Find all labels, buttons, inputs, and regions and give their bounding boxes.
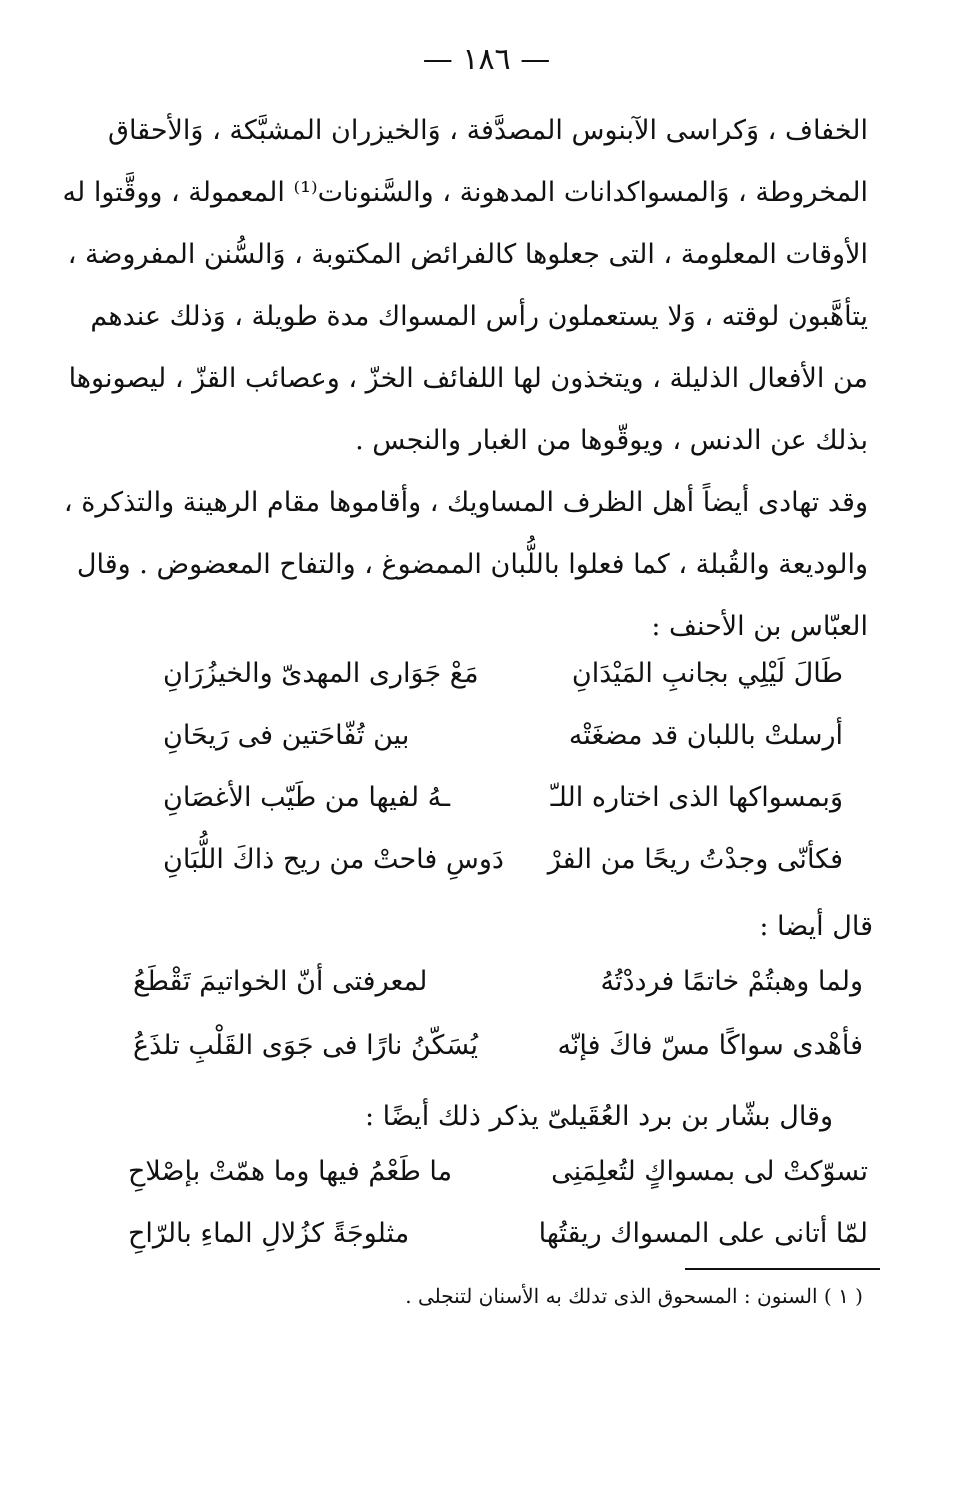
text-line: الأوقات المعلومة ، التى جعلوها كالفرائض المكتوبة ، وَالسُّنن المفروضة ، <box>67 239 868 270</box>
verse-first-hemistich: فكأنّى وجدْتُ ريحًا من الفرْ <box>547 844 843 875</box>
text-line: بذلك عن الدنس ، ويوقّوها من الغبار والنجس . <box>355 425 868 456</box>
verse-line <box>128 1218 868 1249</box>
text-line: يتأهَّبون لوقته ، وَلا يستعملون رأس المسواك مدة طويلة ، وَذلك عندهم <box>90 301 868 332</box>
verse-second-hemistich: مثلوجَةً كزُلالِ الماءِ بالرّاحِ <box>128 1218 410 1249</box>
verse-second-hemistich: بين تُفّاحَتين فى رَيحَانِ <box>163 720 410 751</box>
verse-line <box>163 658 843 689</box>
verse-second-hemistich: ما طَعْمُ فيها وما همّتْ بإصْلاحِ <box>128 1156 453 1187</box>
verse-line <box>128 1156 868 1187</box>
verse-second-hemistich: لمعرفتى أنّ الخواتيمَ تَقْطَعُ <box>133 966 428 997</box>
paragraph-1 <box>62 100 868 472</box>
verse-second-hemistich: دَوسِ فاحتْ من ريح ذاكَ اللُّبَانِ <box>163 844 504 875</box>
verse-line <box>163 782 843 813</box>
footnote-rule <box>685 1268 880 1270</box>
verse-second-hemistich: مَعْ جَوَارى المهدىّ والخيزُرَانِ <box>163 658 479 689</box>
verse-line <box>133 1030 863 1061</box>
text-line: وقد تهادى أيضاً أهل الظرف المساويك ، وأقاموها مقام الرهينة والتذكرة ، <box>63 487 868 518</box>
verse-first-hemistich: أرسلتْ باللبان قد مضغَتْه <box>568 720 843 751</box>
verse-first-hemistich: تسوّكتْ لى بمسواكٍ لتُعلِمَنِى <box>551 1156 868 1187</box>
footnote: ( ١ ) السنون : المسحوق الذى تدلك به الأسنان لتنجلى . <box>405 1284 863 1308</box>
text-line: والوديعة والقُبلة ، كما فعلوا باللُّبان الممضوغ ، والتفاح المعضوض . وقال <box>76 549 868 580</box>
text-line: من الأفعال الذليلة ، ويتخذون لها اللفائف الخزّ ، وعصائب القزّ ، ليصونوها <box>68 363 868 394</box>
verse-first-hemistich: طَالَ لَيْلِي بجانبِ المَيْدَانِ <box>571 658 843 689</box>
verse-second-hemistich: ـهُ لفيها من طَيّب الأغصَانِ <box>163 782 451 813</box>
page-number: — ١٨٦ — <box>422 42 551 77</box>
verse-first-hemistich: وَبمسواكها الذى اختاره اللـّ <box>550 782 843 813</box>
text-line: المخروطة ، وَالمسواكدانات المدهونة ، والسَّنونات⁽¹⁾ المعمولة ، ووقَّتوا له <box>62 177 868 208</box>
text-line: الخفاف ، وَكراسى الآبنوس المصدَّفة ، وَالخيزران المشبَّكة ، وَالأحقاق <box>108 115 868 146</box>
verse-first-hemistich: ولما وهبتُمْ خاتمًا فرددْتُهُ <box>600 966 863 997</box>
paragraph-2 <box>63 472 868 658</box>
verse-line <box>163 844 843 875</box>
verse-intro: وقال بشّار بن برد العُقَيلىّ يذكر ذلك أيضًا : <box>364 1101 833 1132</box>
verse-line <box>163 720 843 751</box>
verse-first-hemistich: لمّا أتانى على المسواك ريقتُها <box>538 1218 868 1249</box>
verse-second-hemistich: يُسَكّنُ نارًا فى جَوَى القَلْبِ تلذَعُ <box>133 1030 479 1061</box>
verse-line <box>133 966 863 997</box>
verse-intro: قال أيضا : <box>759 911 873 942</box>
text-line: العبّاس بن الأحنف : <box>651 611 868 642</box>
verse-first-hemistich: فأهْدى سواكًا مسّ فاكَ فإنّه <box>557 1030 863 1061</box>
